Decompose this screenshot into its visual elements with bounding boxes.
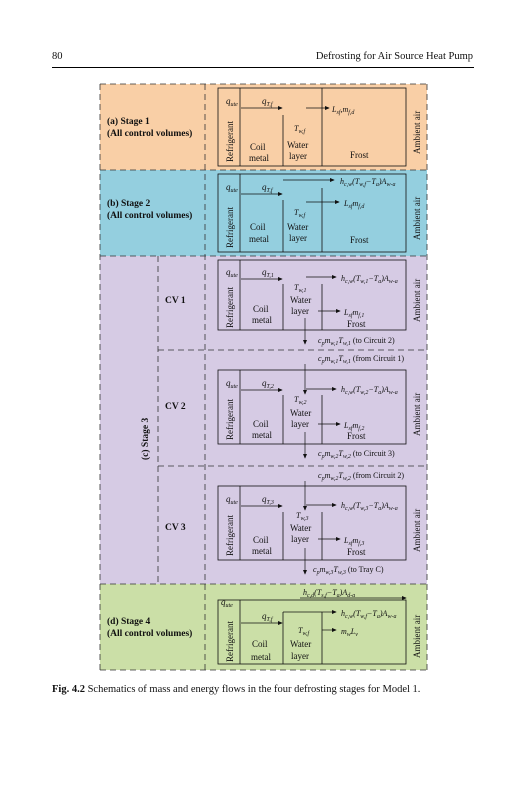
stage2-water: Water [287, 222, 309, 232]
stage2-layer: layer [289, 233, 307, 243]
stage2-metal: metal [249, 234, 269, 244]
cv2-qute: $q_{ute}$ [226, 378, 238, 390]
cv3-qute: $q_{ute}$ [226, 494, 238, 506]
cv2-refrigerant: Refrigerant [225, 399, 235, 440]
stage3-title: (c) Stage 3 [141, 417, 151, 460]
stage1-layer: layer [289, 151, 307, 161]
cv2-coil: Coil [253, 419, 269, 429]
stage4-refrigerant: Refrigerant [225, 621, 235, 662]
stage2-title: (b) Stage 2 [107, 199, 151, 209]
cv3-outflow: $c_pm_{w,3}T_{w,3}$ (to Tray C) [313, 565, 384, 576]
cv1-refrigerant: Refrigerant [225, 287, 235, 328]
stage4-convection: $h_{c,w}(T_{w,f}-T_a)A_{w-a}$ [341, 609, 397, 620]
stage1-qtf: $q_{T,f}$ [262, 96, 273, 108]
figure-caption-text: Schematics of mass and energy flows in the four defrosting stages for Model 1. [87, 684, 421, 695]
stage1-subtitle: (All control volumes) [107, 129, 193, 139]
cv3-convection: $h_{c,w}(T_{w,3}-T_a)A_{w-a}$ [341, 501, 398, 512]
cv3-metal: metal [252, 546, 272, 556]
cv2-metal: metal [252, 430, 272, 440]
cv3-label: CV 3 [165, 523, 186, 533]
stage2-refrigerant: Refrigerant [225, 207, 235, 248]
cv2-layer: layer [291, 419, 309, 429]
stage1-frost: Frost [350, 150, 369, 160]
stage1-qute: $q_{ute}$ [226, 96, 238, 108]
stage1-coil: Coil [250, 142, 266, 152]
stage1-latent: $L_{sf},m_{f,d}$ [332, 105, 355, 116]
cv2-ambient: Ambient air [412, 392, 422, 436]
cv1-latent: $L_{sf}m_{f,1}$ [344, 308, 365, 319]
stage4-water: Water [290, 639, 312, 649]
stage1-metal: metal [249, 153, 269, 163]
stage2-latent: $L_{sf}m_{f,d}$ [344, 199, 365, 210]
cv1-label: CV 1 [165, 296, 186, 306]
cv2-outflow: $c_pm_{w,2}T_{w,2}$ (to Circuit 3) [318, 449, 395, 460]
cv3-water: Water [290, 523, 312, 533]
running-title: Defrosting for Air Source Heat Pump [315, 51, 473, 62]
stage1-refrigerant: Refrigerant [225, 121, 235, 162]
cv2-inflow: $c_pm_{w,1}T_{w,1}$ (from Circuit 1) [318, 354, 405, 365]
cv1-layer: layer [291, 306, 309, 316]
stage4-qute: $q_{ute}$ [221, 597, 233, 609]
stage2-subtitle: (All control volumes) [107, 211, 193, 221]
stage2-frost: Frost [350, 235, 369, 245]
cv3-frost: Frost [347, 547, 366, 557]
stage1-water: Water [287, 140, 309, 150]
cv2-frost: Frost [347, 431, 366, 441]
cv1-outflow: $c_pm_{w,1}T_{w,1}$ (to Circuit 2) [318, 336, 395, 347]
cv3-latent: $L_{sf}m_{f,3}$ [344, 536, 365, 547]
cv1-qt: $q_{T,1}$ [262, 267, 274, 279]
cv3-inflow: $c_pm_{w,2}T_{w,2}$ (from Circuit 2) [318, 471, 405, 482]
stage1-title: (a) Stage 1 [107, 117, 150, 127]
cv1-ambient: Ambient air [412, 278, 422, 322]
cv3-coil: Coil [253, 535, 269, 545]
stage4-ambient: Ambient air [412, 614, 422, 658]
cv3-tw: $T_{w,3}$ [296, 511, 309, 522]
stage4-coil: Coil [252, 639, 268, 649]
stage4-evaporation: $m_wL_v$ [341, 627, 358, 638]
stage4-metal: metal [251, 652, 271, 662]
cv1-convection: $h_{c,w}(T_{w,1}-T_a)A_{w-a}$ [341, 274, 398, 285]
stage4-qtf: $q_{T,f}$ [262, 611, 273, 623]
cv2-label: CV 2 [165, 402, 186, 412]
cv1-water: Water [290, 295, 312, 305]
cv1-qute: $q_{ute}$ [226, 267, 238, 279]
stage2-ambient: Ambient air [412, 196, 422, 240]
cv3-ambient: Ambient air [412, 508, 422, 552]
cv2-water: Water [290, 408, 312, 418]
stage2-tw: $T_{w,f}$ [294, 208, 306, 219]
cv2-tw: $T_{w,2}$ [294, 395, 307, 406]
cv1-frost: Frost [347, 319, 366, 329]
cv3-refrigerant: Refrigerant [225, 515, 235, 556]
stage4-surface-convection: $h_{c,d}(T_{s,f}-T_a)A_{d-a}$ [303, 588, 356, 599]
stage2-qtf: $q_{T,f}$ [262, 182, 273, 194]
stage4-tw: $T_{w,f}$ [298, 626, 310, 637]
stage4-layer: layer [291, 651, 309, 661]
cv2-latent: $L_{sf}m_{f,2}$ [344, 421, 365, 432]
stage2-convection: $h_{c,w}(T_{w,f}-T_a)A_{w-a}$ [340, 177, 396, 188]
stage2-qute: $q_{ute}$ [226, 182, 238, 194]
cv3-qt: $q_{T,3}$ [262, 494, 274, 506]
figure-caption [52, 684, 482, 695]
cv2-qt: $q_{T,2}$ [262, 378, 274, 390]
cv1-tw: $T_{w,1}$ [294, 283, 307, 294]
figure-caption-label: Fig. 4.2 [52, 684, 85, 695]
cv3-layer: layer [291, 534, 309, 544]
cv2-convection: $h_{c,w}(T_{w,2}-T_a)A_{w-a}$ [341, 385, 398, 396]
cv1-metal: metal [252, 315, 272, 325]
stage4-subtitle: (All control volumes) [107, 629, 193, 639]
stage2-coil: Coil [250, 222, 266, 232]
stage4-title: (d) Stage 4 [107, 617, 151, 627]
page-number: 80 [52, 51, 63, 62]
stage1-tw: $T_{w,f}$ [294, 124, 306, 135]
stage1-ambient: Ambient air [412, 110, 422, 154]
cv1-coil: Coil [253, 304, 269, 314]
